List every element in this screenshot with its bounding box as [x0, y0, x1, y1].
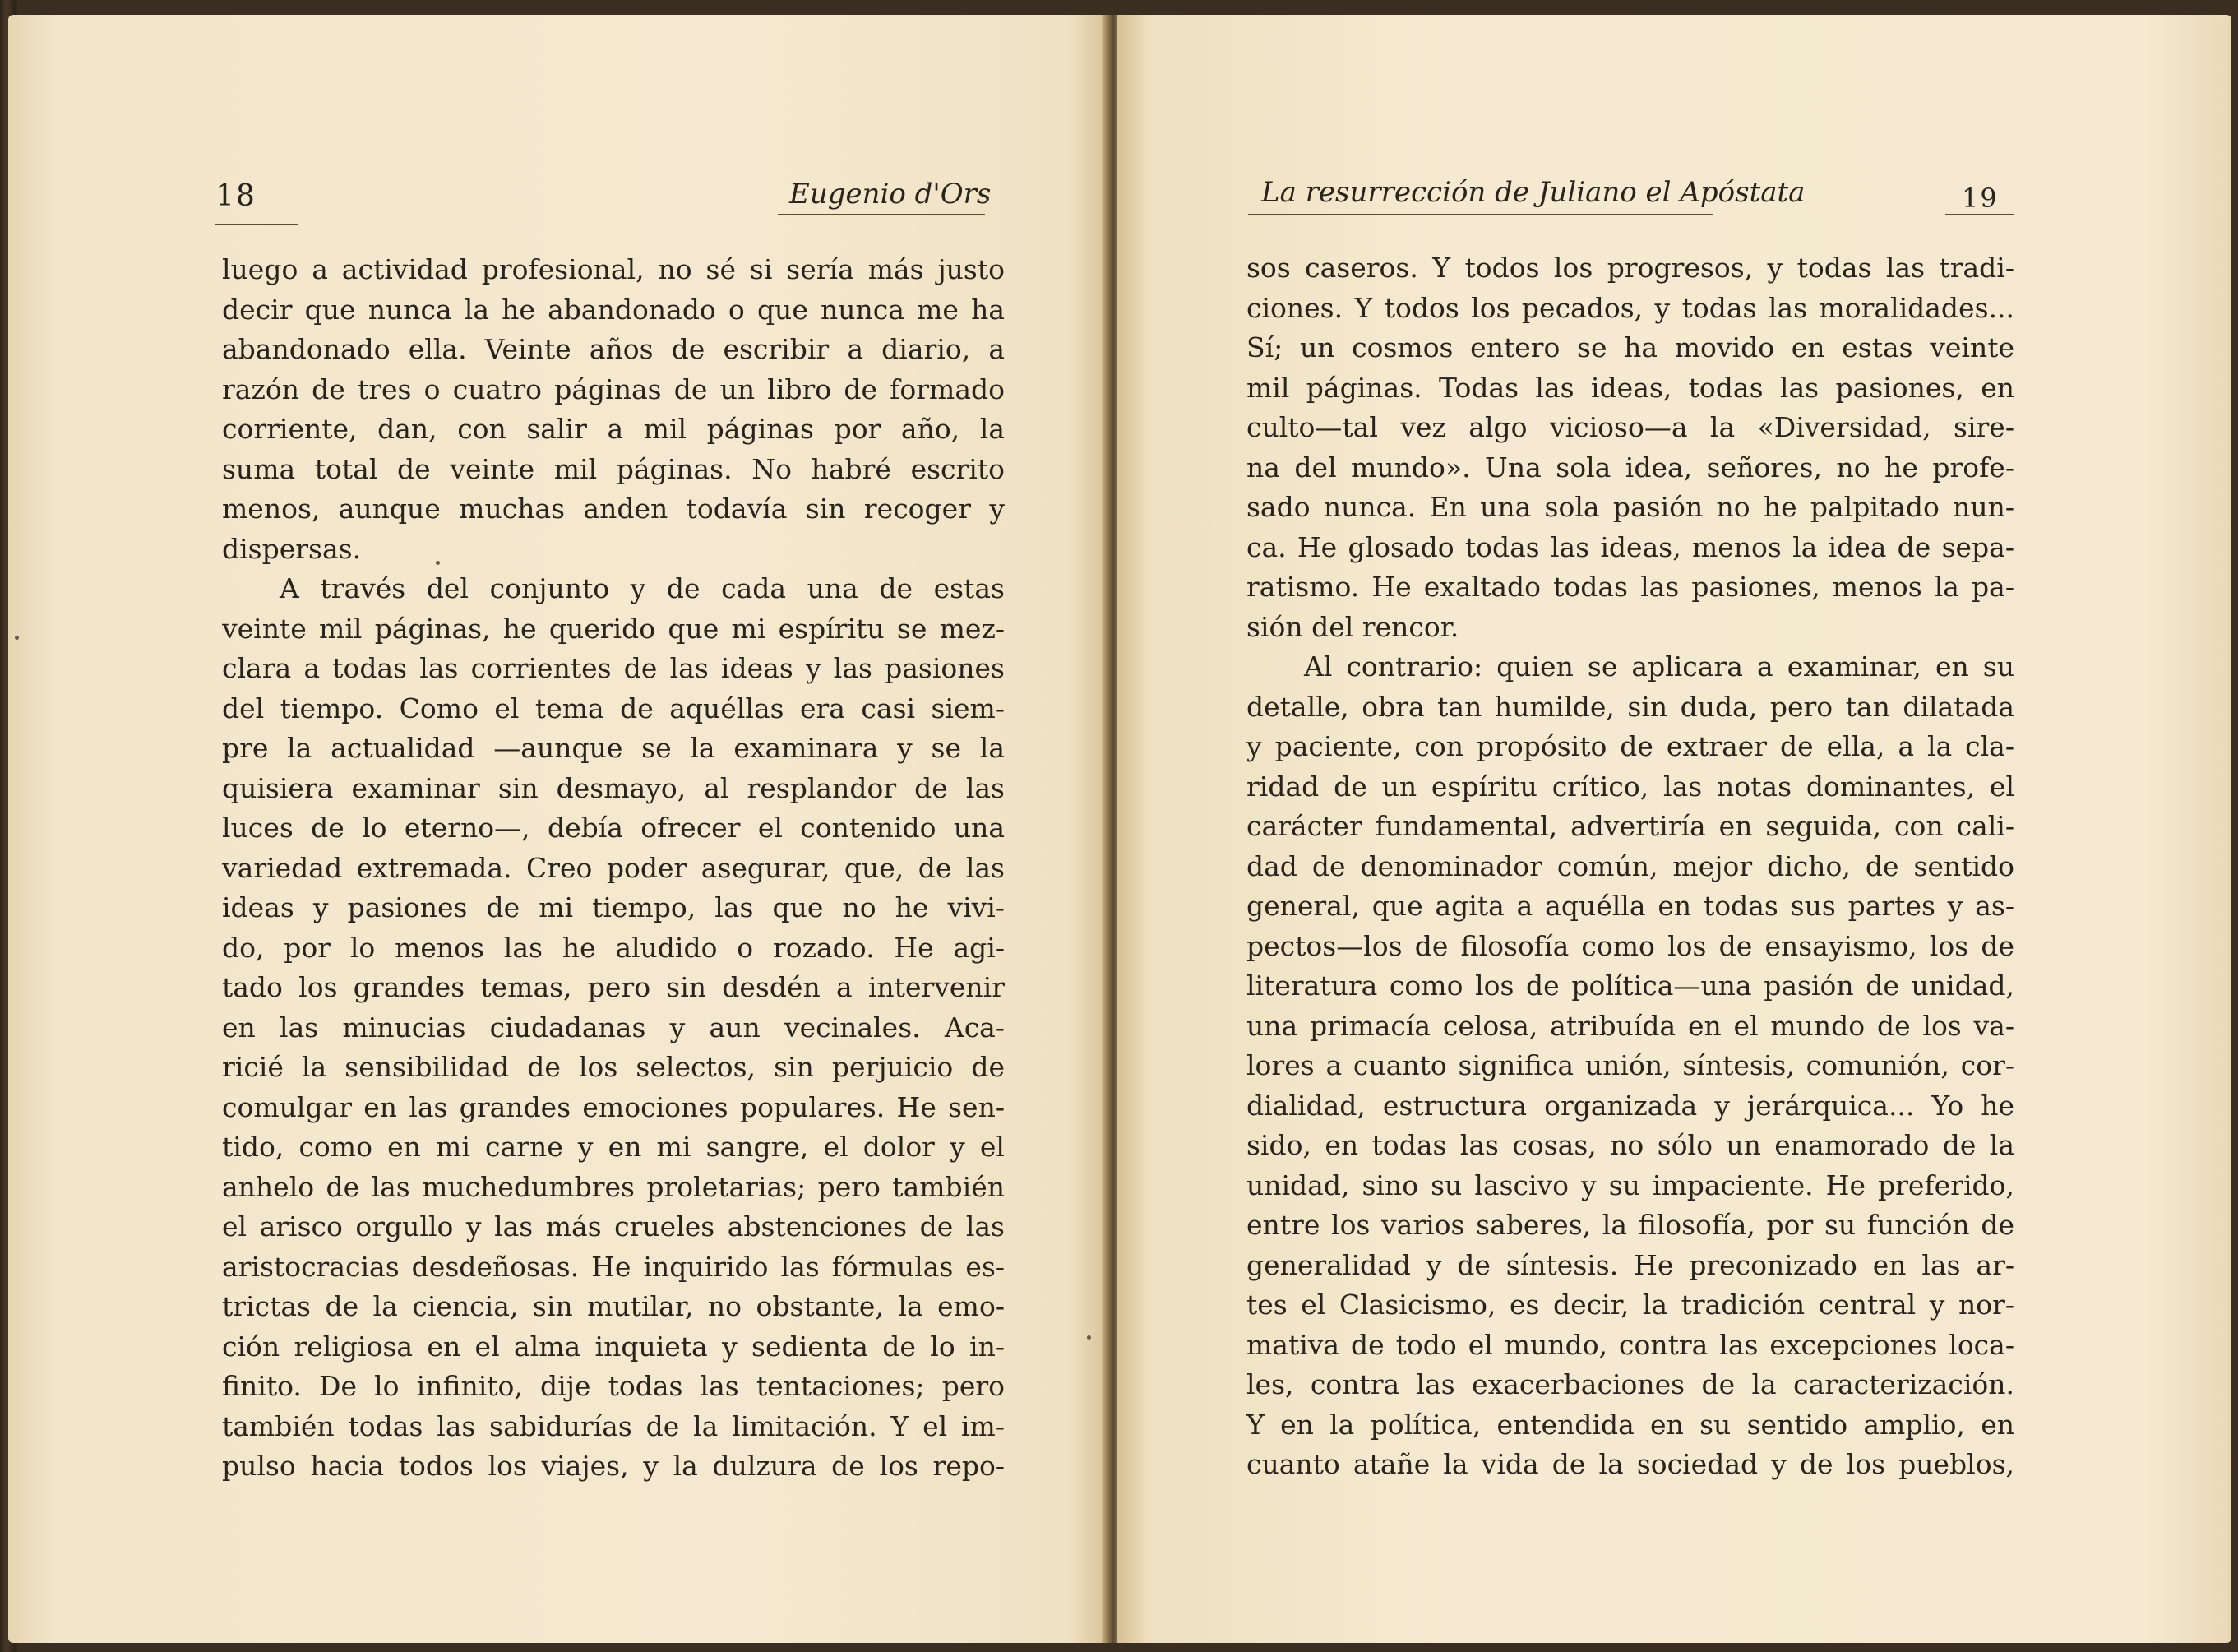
running-head-rule [778, 214, 985, 215]
text-line: generalidad y de síntesis. He preconizado en las ar- [1246, 1248, 2014, 1281]
text-line: detalle, obra tan humilde, sin duda, pero tan dilatada [1246, 690, 2014, 723]
text-line: na del mundo». Una sola idea, señores, no he profe- [1246, 451, 2014, 484]
page-body-text [1246, 248, 2014, 1485]
text-line: aristocracias desdeñosas. He inquirido las fórmulas es- [222, 1250, 1005, 1283]
text-line: dad de denominador común, mejor dicho, de sentido [1246, 849, 2014, 882]
text-line: finito. De lo infinito, dije todas las tentaciones; pero [222, 1370, 1005, 1402]
page-body-text [222, 250, 1005, 1487]
text-line: ratismo. He exaltado todas las pasiones, menos la pa- [1246, 571, 2014, 603]
page-number-rule [215, 224, 298, 225]
text-line: cuanto atañe la vida de la sociedad y de los pueblos, [1246, 1448, 2014, 1480]
text-line: menos, aunque muchas anden todavía sin recoger y [222, 493, 1005, 525]
text-line: trictas de la ciencia, sin mutilar, no obstante, la emo- [222, 1290, 1005, 1322]
text-line: luego a actividad profesional, no sé si sería más justo [222, 253, 1005, 285]
right-page [1117, 15, 2231, 1643]
text-line: corriente, dan, con salir a mil páginas por año, la [222, 413, 1005, 445]
text-line: tado los grandes temas, pero sin desdén a intervenir [222, 971, 1005, 1003]
text-line: quisiera examinar sin desmayo, al resplandor de las [222, 771, 1005, 804]
text-line: mativa de todo el mundo, contra las excepciones loca- [1246, 1328, 2014, 1361]
text-line: comulgar en las grandes emociones populares. He sen- [222, 1090, 1005, 1123]
text-line: y paciente, con propósito de extraer de ella, a la cla- [1246, 730, 2014, 762]
text-line: mil páginas. Todas las ideas, todas las pasiones, en [1246, 371, 2014, 404]
text-line: sido, en todas las cosas, no sólo un enamorado de la [1246, 1129, 2014, 1161]
text-line: razón de tres o cuatro páginas de un libro de formado [222, 373, 1005, 405]
text-line: culto—tal vez algo vicioso—a la «Diversidad, sire- [1246, 411, 2014, 443]
text-line: tes el Clasicismo, es decir, la tradición central y nor- [1246, 1289, 2014, 1321]
text-line: clara a todas las corrientes de las ideas y las pasiones [222, 652, 1005, 684]
text-line: A través del conjunto y de cada una de estas [280, 572, 1005, 604]
text-line: lores a cuanto significa unión, síntesis, comunión, cor- [1246, 1049, 2014, 1081]
text-line: suma total de veinte mil páginas. No habré escrito [222, 452, 1005, 485]
text-line: sado nunca. En una sola pasión no he palpitado nun- [1246, 491, 2014, 523]
text-line: también todas las sabidurías de la limitación. Y el im- [222, 1409, 1005, 1442]
text-line: Sí; un cosmos entero se ha movido en estas veinte [1246, 331, 2014, 363]
page-number-rule [1945, 214, 2014, 215]
page-number: 18 [215, 179, 257, 213]
text-line: una primacía celosa, atribuída en el mundo de los va- [1246, 1009, 2014, 1042]
text-line: tido, como en mi carne y en mi sangre, el dolor y el [222, 1131, 1005, 1163]
ink-speck [1087, 1335, 1091, 1340]
text-line: Al contrario: quien se aplicara a examinar, en su [1304, 650, 2014, 683]
text-line: general, que agita a aquélla en todas sus partes y as- [1246, 890, 2014, 922]
text-line: do, por lo menos las he aludido o rozado. He agi- [222, 931, 1005, 964]
text-line: carácter fundamental, advertiría en seguida, con cali- [1246, 810, 2014, 842]
text-line: les, contra las exacerbaciones de la caracterización. [1246, 1368, 2014, 1400]
text-line: variedad extremada. Creo poder asegurar, que, de las [222, 851, 1005, 884]
text-line: unidad, sino su lascivo y su impaciente. He preferido, [1246, 1168, 2014, 1201]
text-line: dialidad, estructura organizada y jerárquica... Yo he [1246, 1089, 2014, 1122]
text-line: decir que nunca la he abandonado o que nunca me ha [222, 293, 1005, 326]
text-line: ca. He glosado todas las ideas, menos la idea de sepa- [1246, 530, 2014, 563]
text-line: literatura como los de política—una pasión de unidad, [1246, 969, 2014, 1002]
text-line: en las minucias ciudadanas y aun vecinales. Aca- [222, 1011, 1005, 1043]
text-line: el arisco orgullo y las más crueles abstenciones de las [222, 1210, 1005, 1242]
text-line: ideas y pasiones de mi tiempo, las que no he vivi- [222, 891, 1005, 923]
text-line: pectos—los de filosofía como los de ensayismo, los de [1246, 929, 2014, 962]
text-line: ción religiosa en el alma inquieta y sedienta de lo in- [222, 1330, 1005, 1363]
text-line: del tiempo. Como el tema de aquéllas era casi siem- [222, 692, 1005, 724]
running-head-rule [1248, 214, 1713, 215]
text-line: sión del rencor. [1246, 610, 1459, 643]
text-line: sos caseros. Y todos los progresos, y todas las tradi- [1246, 252, 2014, 284]
text-line: pulso hacia todos los viajes, y la dulzura de los repo- [222, 1450, 1005, 1482]
text-line: veinte mil páginas, he querido que mi espíritu se mez- [222, 612, 1005, 645]
text-line: entre los varios saberes, la filosofía, por su función de [1246, 1209, 2014, 1241]
text-line: anhelo de las muchedumbres proletarias; pero también [222, 1170, 1005, 1203]
text-line: ciones. Y todos los pecados, y todas las moralidades... [1246, 291, 2014, 324]
text-line: dispersas. [222, 532, 362, 565]
left-page [8, 15, 1110, 1643]
ink-speck [436, 561, 440, 565]
text-line: ricié la sensibilidad de los selectos, sin perjuicio de [222, 1051, 1005, 1083]
text-line: pre la actualidad —aunque se la examinara y se la [222, 732, 1005, 764]
running-head: La resurrección de Juliano el Apóstata [1261, 176, 1806, 209]
text-line: luces de lo eterno—, debía ofrecer el contenido una [222, 812, 1005, 844]
ink-speck [15, 636, 19, 640]
running-head: Eugenio d'Ors [789, 178, 992, 211]
page-number: 19 [1962, 183, 1999, 214]
text-line: abandonado ella. Veinte años de escribir a diario, a [222, 333, 1005, 365]
text-line: Y en la política, entendida en su sentido amplio, en [1246, 1408, 2014, 1441]
text-line: ridad de un espíritu crítico, las notas dominantes, el [1246, 770, 2014, 803]
